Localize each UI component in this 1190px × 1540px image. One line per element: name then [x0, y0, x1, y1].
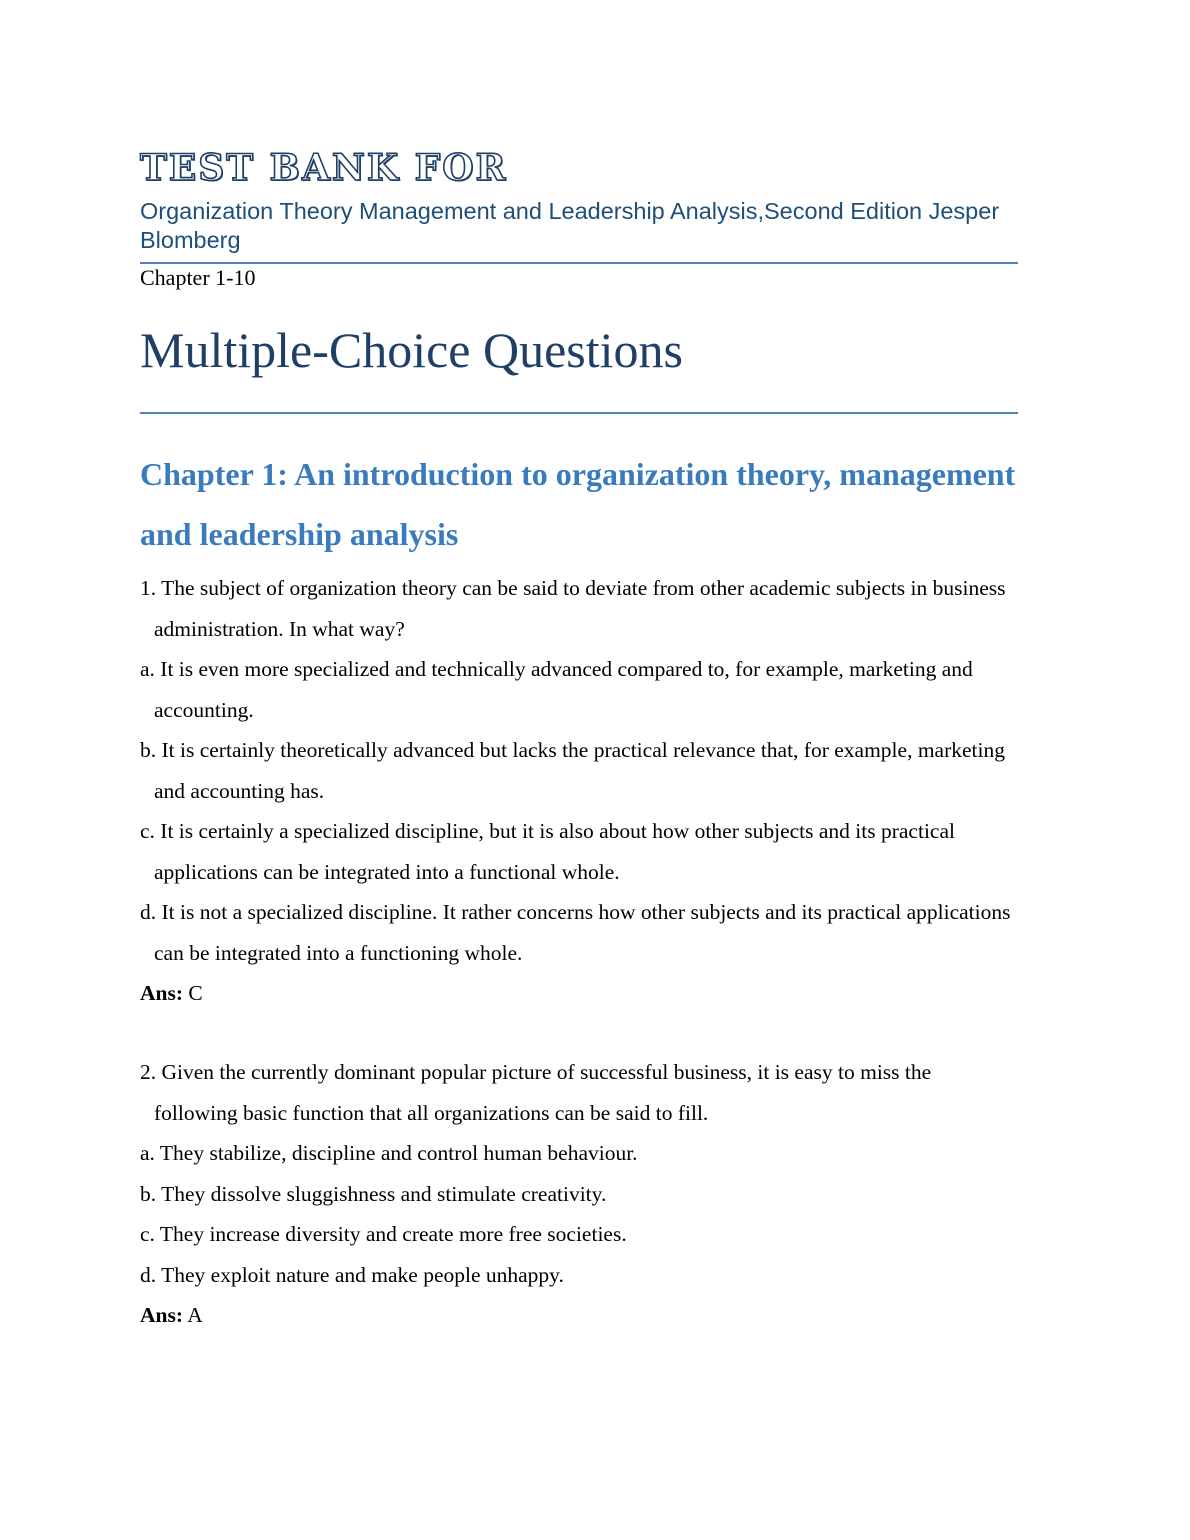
option-b: b. It is certainly theoretically advanced but lacks the practical relevance that, for example, marketing and accounting has. — [140, 738, 1005, 803]
section-title: Multiple-Choice Questions — [140, 322, 683, 378]
answer-label: Ans: — [140, 1303, 184, 1327]
answer-line — [140, 973, 1020, 1014]
option-d: d. They exploit nature and make people unhappy. — [140, 1262, 564, 1287]
option-a: a. It is even more specialized and technically advanced compared to, for example, marketing and accounting. — [140, 657, 973, 722]
option-c: c. It is certainly a specialized discipline, but it is also about how other subjects and its practical applications can be integrated into a functional whole. — [140, 819, 955, 884]
option-d: d. It is not a specialized discipline. It rather concerns how other subjects and its practical applications can be integrated into a functioning whole. — [140, 900, 1011, 965]
option-a: a. They stabilize, discipline and control human behaviour. — [140, 1141, 638, 1165]
chapter-range: Chapter 1-10 — [140, 265, 256, 290]
question-2 — [140, 1052, 1020, 1336]
answer-label: Ans: — [140, 981, 184, 1005]
header-divider — [140, 262, 1018, 264]
question-stem: 1. The subject of organization theory can be said to deviate from other academic subjects in business administration. In what way? — [140, 576, 1006, 641]
answer-value: C — [188, 981, 203, 1005]
question-stem: 2. Given the currently dominant popular picture of successful business, it is easy to miss the following basic function that all organizations can be said to fill. — [140, 1060, 932, 1125]
book-subtitle: Organization Theory Management and Leadership Analysis,Second Edition Jesper Blomberg — [140, 198, 1000, 253]
option-b: b. They dissolve sluggishness and stimulate creativity. — [140, 1181, 607, 1206]
answer-line — [140, 1295, 1020, 1336]
option-c: c. They increase diversity and create more free societies. — [140, 1222, 627, 1246]
section-divider — [140, 412, 1018, 414]
test-bank-title: TEST BANK FOR — [140, 147, 508, 189]
answer-value: A — [187, 1303, 203, 1327]
chapter-heading: Chapter 1: An introduction to organization theory, management and leadership analysis — [140, 456, 1016, 552]
question-1 — [140, 568, 1020, 1014]
